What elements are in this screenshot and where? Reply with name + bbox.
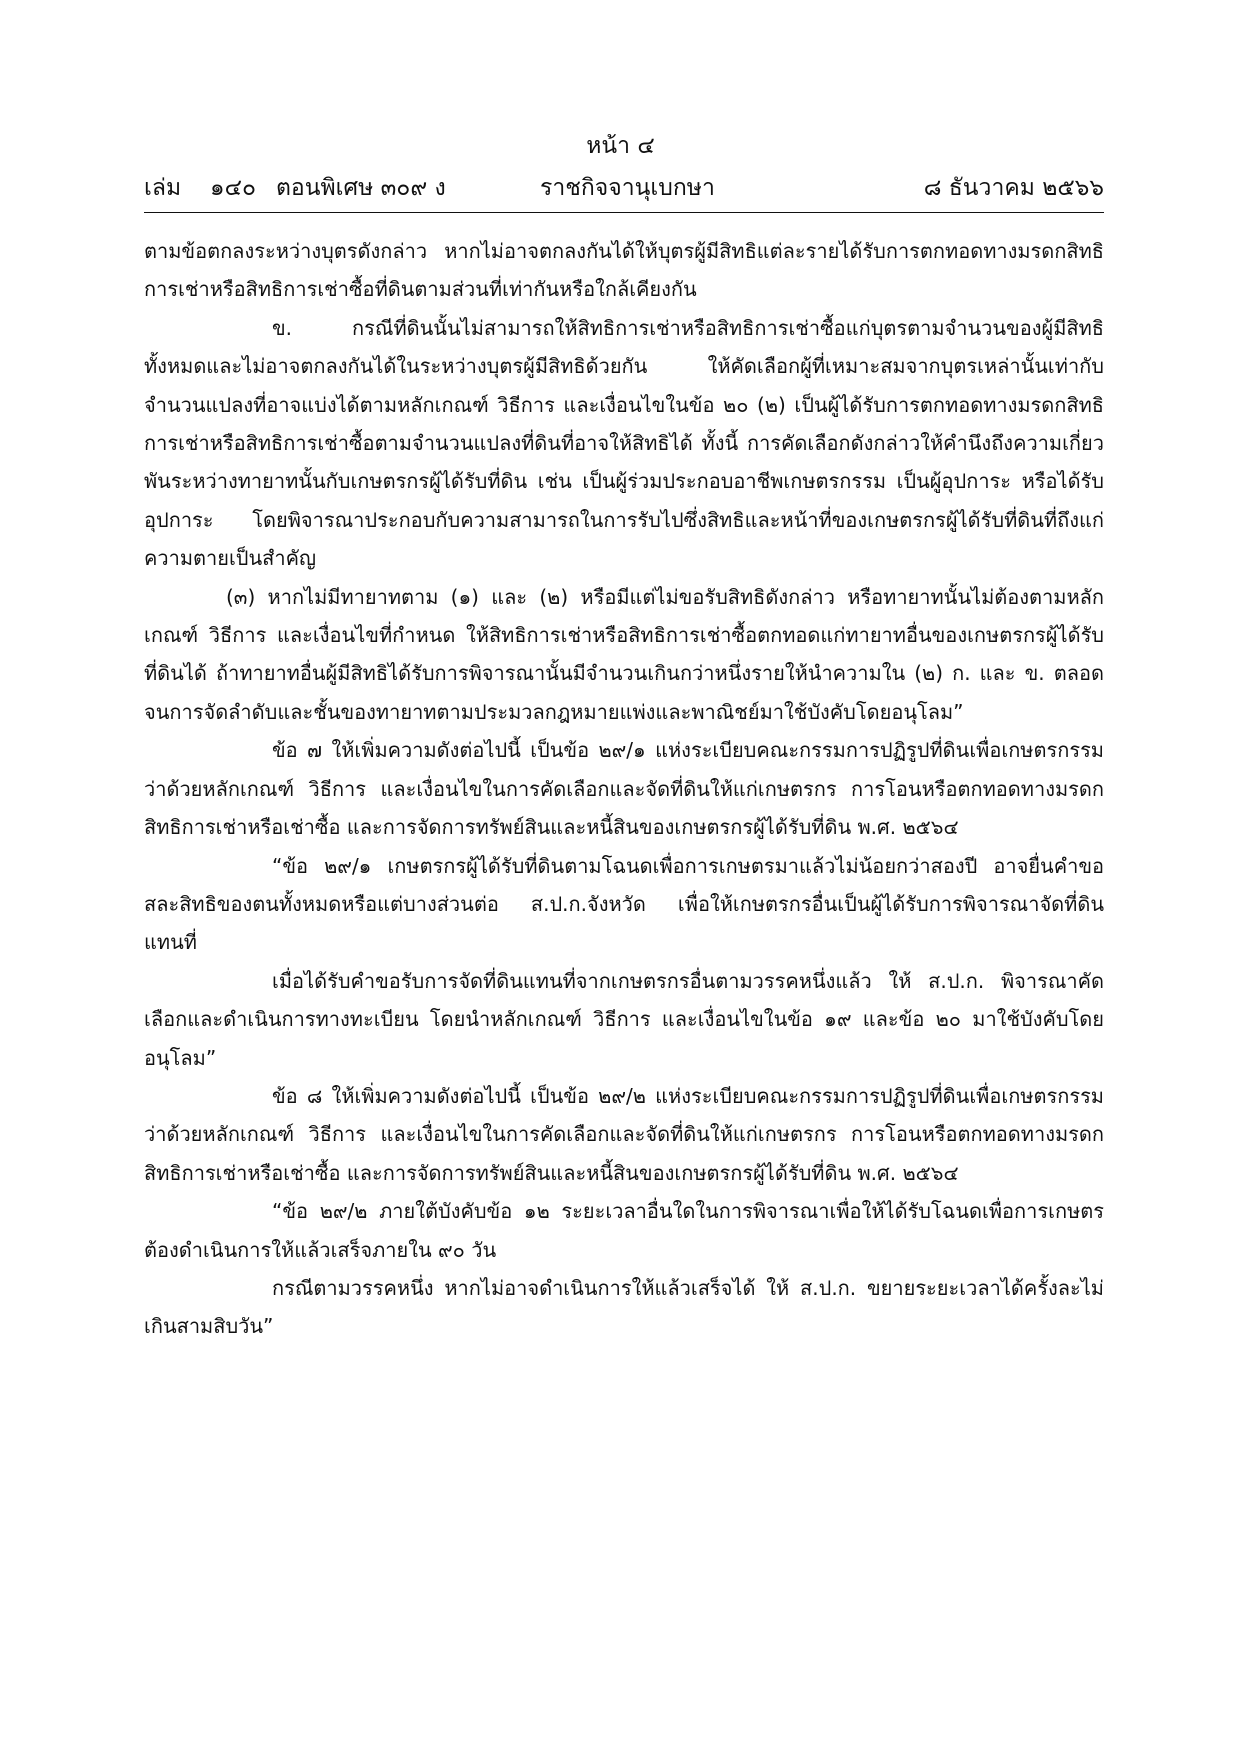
gazette-header: [144, 170, 1104, 206]
paragraph: กรณีตามวรรคหนึ่ง หากไม่อาจดำเนินการให้แล้วเสร็จได้ ให้ ส.ป.ก. ขยายระยะเวลาได้ครั้งละไม่เกินสามสิบวัน”: [144, 1275, 1104, 1339]
paragraph: “ข้อ ๒๙/๒ ภายใต้บังคับข้อ ๑๒ ระยะเวลาอื่นใดในการพิจารณาเพื่อให้ได้รับโฉนดเพื่อการเกษตรต้องดำเนินการให้แล้วเสร็จภายใน ๙๐ วัน: [144, 1199, 1104, 1262]
paragraph: “ข้อ ๒๙/๑ เกษตรกรผู้ได้รับที่ดินตามโฉนดเพื่อการเกษตรมาแล้วไม่น้อยกว่าสองปี อาจยื่นคำขอสละสิทธิของตนทั้งหมดหรือแต่บางส่วนต่อ ส.ป.ก.จังหวัด เพื่อให้เกษตรกรอื่นเป็นผู้ได้รับการพิจารณาจัดที่ดินแทนที่: [144, 853, 1104, 955]
paragraph: เมื่อได้รับคำขอรับการจัดที่ดินแทนที่จากเกษตรกรอื่นตามวรรคหนึ่งแล้ว ให้ ส.ป.ก. พิจารณาคัดเลือกและดำเนินการทางทะเบียน โดยนำหลักเกณฑ์ วิธีการ และเงื่อนไขในข้อ ๑๙ และข้อ ๒๐ มาใช้บังคับโดยอนุโลม”: [144, 968, 1104, 1070]
paragraph: ข้อ ๘ ให้เพิ่มความดังต่อไปนี้ เป็นข้อ ๒๙/๒ แห่งระเบียบคณะกรรมการปฏิรูปที่ดินเพื่อเกษตรกรรม ว่าด้วยหลักเกณฑ์ วิธีการ และเงื่อนไขในการคัดเลือกและจัดที่ดินให้แก่เกษตรกร การโอนหรือตกทอดทางมรดกสิทธิการเช่าหรือเช่าซื้อ และการจัดการทรัพย์สินและหนี้สินของเกษตรกรผู้ได้รับที่ดิน พ.ศ. ๒๕๖๔: [144, 1083, 1104, 1185]
volume-number: ๑๔๐: [210, 175, 257, 201]
paragraph: ข้อ ๗ ให้เพิ่มความดังต่อไปนี้ เป็นข้อ ๒๙/๑ แห่งระเบียบคณะกรรมการปฏิรูปที่ดินเพื่อเกษตรกรรม ว่าด้วยหลักเกณฑ์ วิธีการ และเงื่อนไขในการคัดเลือกและจัดที่ดินให้แก่เกษตรกร การโอนหรือตกทอดทางมรดกสิทธิการเช่าหรือเช่าซื้อ และการจัดการทรัพย์สินและหนี้สินของเกษตรกรผู้ได้รับที่ดิน พ.ศ. ๒๕๖๔: [144, 738, 1104, 840]
document-body: [144, 232, 1104, 1346]
paragraph: ข. กรณีที่ดินนั้นไม่สามารถให้สิทธิการเช่าหรือสิทธิการเช่าซื้อแก่บุตรตามจำนวนของผู้มีสิทธิทั้งหมดและไม่อาจตกลงกันได้ในระหว่างบุตรผู้มีสิทธิด้วยกัน ให้คัดเลือกผู้ที่เหมาะสมจากบุตรเหล่านั้นเท่ากับจำนวนแปลงที่อาจแบ่งได้ตามหลักเกณฑ์ วิธีการ และเงื่อนไขในข้อ ๒๐ (๒) เป็นผู้ได้รับการตกทอดทางมรดกสิทธิการเช่าหรือสิทธิการเช่าซื้อตามจำนวนแปลงที่ดินที่อาจให้สิทธิได้ ทั้งนี้ การคัดเลือกดังกล่าวให้คำนึงถึงความเกี่ยวพันระหว่างทายาทนั้นกับเกษตรกรผู้ได้รับที่ดิน เช่น เป็นผู้ร่วมประกอบอาชีพเกษตรกรรม เป็นผู้อุปการะ หรือได้รับอุปการะ โดยพิจารณาประกอบกับความสามารถในการรับไปซึ่งสิทธิและหน้าที่ของเกษตรกรผู้ได้รับที่ดินที่ถึงแก่ความตายเป็นสำคัญ: [144, 315, 1104, 571]
book-label: เล่ม: [144, 175, 182, 201]
publication-date: ๘ ธันวาคม ๒๕๖๖: [923, 175, 1104, 201]
paragraph: (๓) หากไม่มีทายาทตาม (๑) และ (๒) หรือมีแต่ไม่ขอรับสิทธิดังกล่าว หรือทายาทนั้นไม่ต้องตามหลักเกณฑ์ วิธีการ และเงื่อนไขที่กำหนด ให้สิทธิการเช่าหรือสิทธิการเช่าซื้อตกทอดแก่ทายาทอื่นของเกษตรกรผู้ได้รับที่ดินได้ ถ้าทายาทอื่นผู้มีสิทธิได้รับการพิจารณานั้นมีจำนวนเกินกว่าหนึ่งรายให้นำความใน (๒) ก. และ ข. ตลอดจนการจัดลำดับและชั้นของทายาทตามประมวลกฎหมายแพ่งและพาณิชย์มาใช้บังคับโดยอนุโลม”: [144, 584, 1104, 724]
page-number: หน้า ๔: [586, 133, 655, 159]
section-label: ตอนพิเศษ ๓๐๙ ง: [276, 175, 446, 201]
journal-title: ราชกิจจานุเบกษา: [540, 175, 715, 201]
header-divider: [144, 212, 1104, 213]
paragraph: ตามข้อตกลงระหว่างบุตรดังกล่าว หากไม่อาจตกลงกันได้ให้บุตรผู้มีสิทธิแต่ละรายได้รับการตกทอดทางมรดกสิทธิการเช่าหรือสิทธิการเช่าซื้อที่ดินตามส่วนที่เท่ากันหรือใกล้เคียงกัน: [144, 239, 1104, 302]
